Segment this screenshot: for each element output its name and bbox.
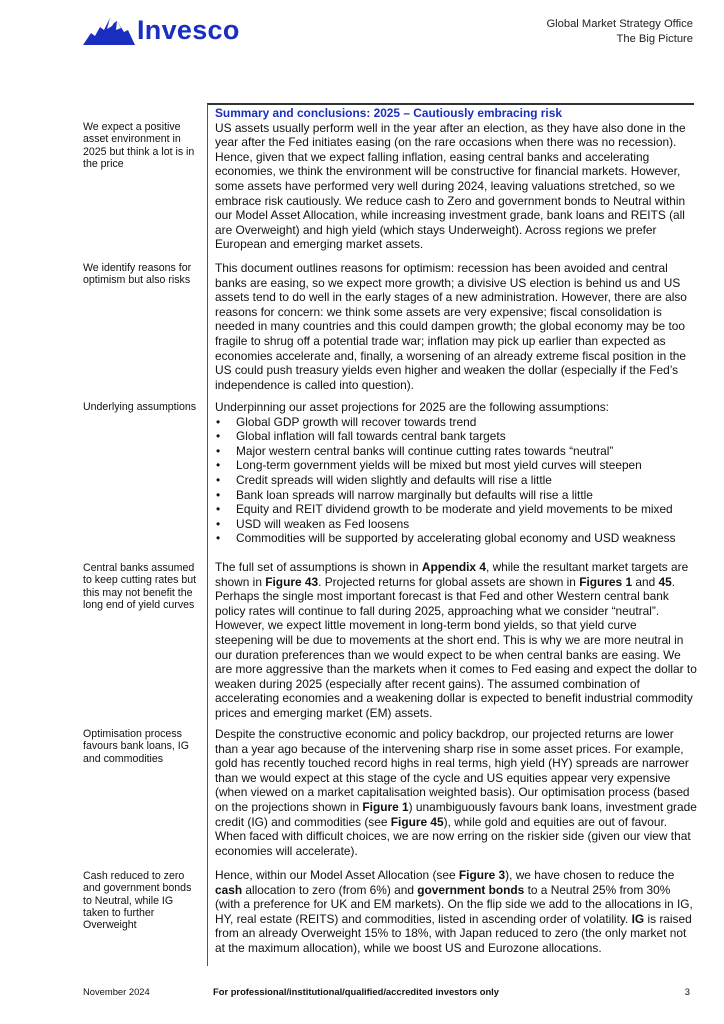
list-item: • Global GDP growth will recover towards trend xyxy=(215,415,698,430)
assumptions-section xyxy=(215,400,698,546)
text-run: allocation to zero (from 6%) and xyxy=(242,882,418,897)
text-run: The full set of assumptions is shown in xyxy=(215,560,422,574)
sidenote-optimism-risks: We identify reasons for optimism but also risks xyxy=(83,262,192,287)
publication-title: The Big Picture xyxy=(616,32,693,45)
figure-reference: Figure 3 xyxy=(458,868,506,882)
invesco-mountain-icon xyxy=(83,15,135,45)
list-item: • Long-term government yields will be mixed but most yield curves will steepen xyxy=(215,458,698,473)
appendix-reference: Appendix 4 xyxy=(421,560,486,574)
text-run: Hence, within our Model Asset Allocation (see xyxy=(215,868,459,882)
assumptions-list xyxy=(215,415,698,546)
text-run: , while the resultant market targets are shown in xyxy=(215,560,689,589)
sidenote-optimisation: Optimisation process favours bank loans, IG and commodities xyxy=(83,728,189,765)
footer-date: November 2024 xyxy=(83,986,150,997)
emphasis: government bonds xyxy=(417,882,525,897)
text-run: . Projected returns for global assets are shown in xyxy=(318,574,580,589)
footer-disclaimer: For professional/institutional/qualified/accredited investors only xyxy=(213,986,499,997)
text-run: Despite the constructive economic and policy backdrop, our projected returns are lower than a year ago because of the intervening sharp rise in some asset prices. For example, gold has recently touched record highs in real terms, high yield (HY) spreads are narrower than we would expect at this stage of the cycle and US equities appear very expensive (when viewed on a market capitalisation weighted basis). Our optimisation process (based on the projections shown in xyxy=(215,727,690,814)
allocation-paragraph xyxy=(215,868,698,956)
text-run: is raised from an already Overweight 15% to 18%, with Japan reduced to zero (the only market not at the maximum allocation), while we boost US and Eurozone allocations. xyxy=(215,911,692,955)
assumptions-intro: Underpinning our asset projections for 2025 are the following assumptions: xyxy=(215,400,609,414)
optimisation-paragraph xyxy=(215,727,698,858)
central-banks-paragraph xyxy=(215,560,698,721)
summary-paragraph: US assets usually perform well in the year after an election, as they have also done in the year after the Fed initiates easing (on the rare occasions when there was no recession). Hence, given that we expect falling inflation, easing central banks and accelerating economies, we think the environment will be constructive for financial markets. However, some assets have performed very well during 2024, leaving valuations stretched, so we embrace risk cautiously. We reduce cash to Zero and government bonds to Neutral within our Model Asset Allocation, while increasing investment grade, bank loans and REITS (all are Overweight) and high yield (which stays Underweight). Across regions we prefer European and emerging market assets. xyxy=(215,120,686,252)
summary-section xyxy=(215,106,698,252)
sidenote-central-banks: Central banks assumed to keep cutting rates but this may not benefit the long end of yield curves xyxy=(83,562,197,611)
list-item: • Commodities will be supported by accelerating global economy and USD weakness xyxy=(215,531,698,546)
text-run: . Perhaps the single most important forecast is that Fed and other Western central bank policy rates will continue to fall during 2025, approaching what we consider “neutral”. However, we expect little movement in long-term bond yields, so that yield curve steepening will be due to movements at the short end. This is why we are more neutral in our duration preferences than we would expect to be when central banks are easing. We are more aggressive than the markets when it comes to Fed easing and expect the dollar to weaken during 2025 (especially after recent gains). The assumed combination of accelerating economies and a weakening dollar is expected to benefit industrial commodity prices and emerging market (EM) assets. xyxy=(215,574,697,720)
list-item: • Credit spreads will widen slightly and defaults will rise a little xyxy=(215,473,698,488)
text-run: ), we have chosen to reduce the xyxy=(505,868,675,882)
figure-reference: Figure 45 xyxy=(390,814,444,829)
text-run: ) unambiguously favours bank loans, investment grade credit (IG) and commodities (see xyxy=(215,799,697,829)
invesco-logo xyxy=(83,14,240,46)
list-item: • Equity and REIT dividend growth to be moderate and yield movements to be mixed xyxy=(215,502,698,517)
list-item: • Major western central banks will continue cutting rates towards “neutral” xyxy=(215,444,698,459)
list-item: • Global inflation will fall towards central bank targets xyxy=(215,429,698,444)
logo-wordmark: Invesco xyxy=(137,14,240,45)
list-item: • Bank loan spreads will narrow marginally but defaults will rise a little xyxy=(215,488,698,503)
sidenote-assumptions: Underlying assumptions xyxy=(83,401,197,413)
figure-reference: Figures 1 xyxy=(579,574,633,589)
figure-reference: 45 xyxy=(658,574,672,589)
column-divider xyxy=(207,104,208,966)
header-right xyxy=(546,17,693,46)
text-run: to a Neutral 25% from 30% (with a preference for UK and EM markets). On the flip side we add to the allocations in IG, HY, real estate (REITS) and commodities, listed in ascending order of volatility. xyxy=(215,882,693,926)
text-run: ), while gold and equities are out of favour. When faced with difficult choices, we are now erring on the riskier side (given our view that economies will accelerate). xyxy=(215,814,691,858)
office-title: Global Market Strategy Office xyxy=(546,18,693,30)
list-item: • USD will weaken as Fed loosens xyxy=(215,517,698,532)
sidenote-cash-reduced: Cash reduced to zero and government bonds to Neutral, while IG taken to further Overweight xyxy=(83,870,192,932)
page-number: 3 xyxy=(684,986,690,997)
figure-reference: Figure 1 xyxy=(362,799,409,814)
emphasis: cash xyxy=(215,882,243,897)
sidenote-positive-environment: We expect a positive asset environment in 2025 but think a lot is in the price xyxy=(83,121,195,170)
reasons-paragraph: This document outlines reasons for optimism: recession has been avoided and central banks are easing, so we expect more growth; a divisive US election is behind us and US assets tend to do well in the early stages of a new administration. However, there are also reasons for concern: we think some assets are very expensive; fiscal consolidation is needed in many countries and this could dampen growth; the global economy may be too fragile to shrug off a potential trade war; inflation may pick up earlier than expected as economies accelerate and, finally, a worsening of an already extreme fiscal position in the US could push treasury yields even higher and weaken the dollar (especially if the Fed’s independence is called into question). xyxy=(215,261,687,392)
summary-title: Summary and conclusions: 2025 – Cautiously embracing risk xyxy=(215,106,562,120)
text-run: and xyxy=(632,574,659,589)
figure-reference: Figure 43 xyxy=(265,574,319,589)
emphasis: IG xyxy=(631,911,645,926)
top-rule xyxy=(207,103,694,105)
